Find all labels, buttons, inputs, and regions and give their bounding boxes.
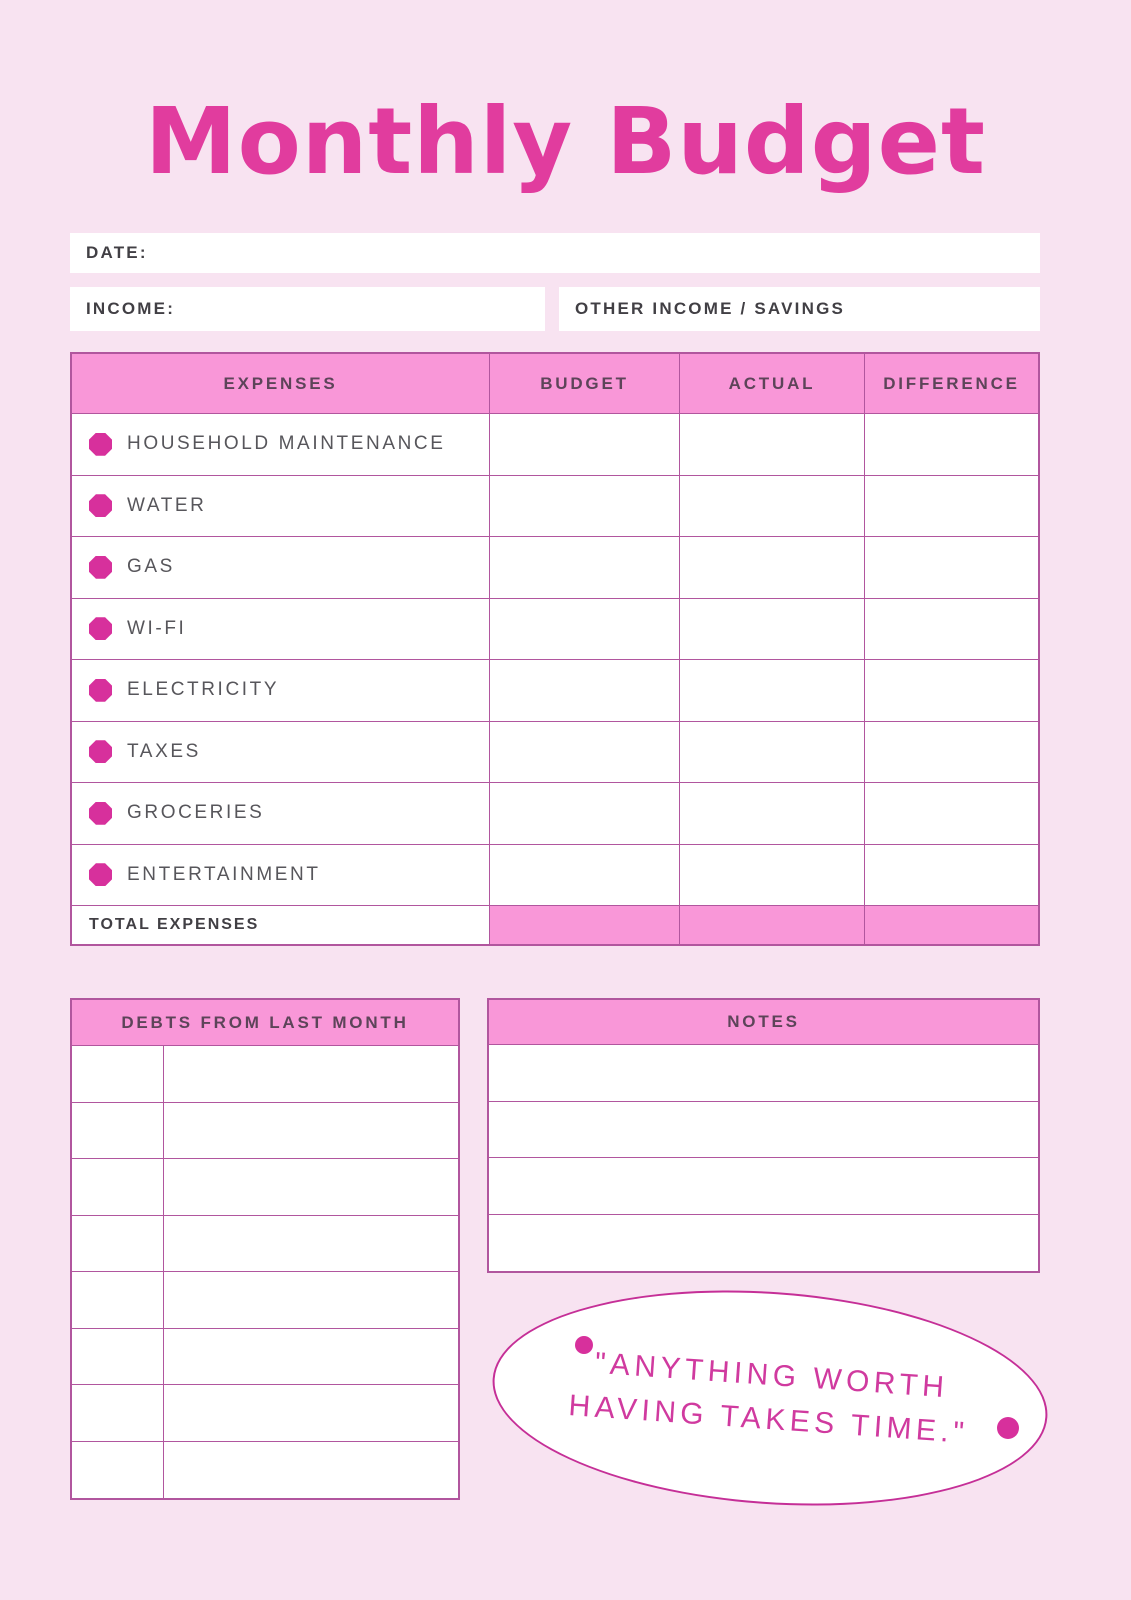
octagon-bullet-icon (89, 617, 112, 640)
quote-dot-left-icon (575, 1336, 593, 1354)
difference-cell[interactable] (865, 537, 1038, 599)
budget-cell[interactable] (490, 537, 680, 599)
total-expenses-label: TOTAL EXPENSES (72, 906, 490, 944)
expense-row-label (72, 414, 490, 476)
debt-amount-cell[interactable] (72, 1329, 164, 1386)
debt-description-cell[interactable] (164, 1385, 458, 1442)
notes-section (487, 998, 1040, 1273)
actual-cell[interactable] (680, 414, 865, 476)
notes-title: NOTES (489, 1000, 1038, 1045)
budget-cell[interactable] (490, 599, 680, 661)
debt-amount-cell[interactable] (72, 1442, 164, 1499)
actual-cell[interactable] (680, 476, 865, 538)
expense-name: WATER (127, 494, 207, 516)
budget-cell[interactable] (490, 414, 680, 476)
debt-amount-cell[interactable] (72, 1159, 164, 1216)
difference-cell[interactable] (865, 783, 1038, 845)
budget-cell[interactable] (490, 783, 680, 845)
actual-cell[interactable] (680, 537, 865, 599)
notes-lines (489, 1045, 1038, 1271)
page-title: Monthly Budget (145, 88, 986, 195)
quote-dot-right-icon (997, 1417, 1019, 1439)
budget-cell[interactable] (490, 660, 680, 722)
expense-name: TAXES (127, 740, 201, 762)
difference-cell[interactable] (865, 660, 1038, 722)
budget-column-header: BUDGET (490, 354, 680, 414)
quote-line-1: "ANYTHING WORTH (593, 1346, 950, 1405)
expense-row-label (72, 845, 490, 907)
debt-amount-cell[interactable] (72, 1216, 164, 1273)
budget-cell[interactable] (490, 845, 680, 907)
difference-cell[interactable] (865, 599, 1038, 661)
expense-row-label (72, 476, 490, 538)
debt-description-cell[interactable] (164, 1103, 458, 1160)
debt-description-cell[interactable] (164, 1272, 458, 1329)
debt-description-cell[interactable] (164, 1329, 458, 1386)
debts-grid (72, 1046, 458, 1498)
expense-name: ENTERTAINMENT (127, 863, 321, 885)
expense-name: WI-FI (127, 617, 187, 639)
expense-row-label (72, 660, 490, 722)
debts-table-title: DEBTS FROM LAST MONTH (72, 1000, 458, 1046)
debt-amount-cell[interactable] (72, 1046, 164, 1103)
note-line[interactable] (489, 1158, 1038, 1215)
actual-cell[interactable] (680, 722, 865, 784)
note-line[interactable] (489, 1045, 1038, 1102)
expenses-table (70, 352, 1040, 946)
expenses-column-header: EXPENSES (72, 354, 490, 414)
actual-cell[interactable] (680, 845, 865, 907)
income-field[interactable] (70, 287, 545, 331)
expense-row-label (72, 722, 490, 784)
expense-row-label (72, 599, 490, 661)
date-field[interactable] (70, 233, 1040, 273)
total-actual-cell[interactable] (680, 906, 865, 944)
difference-column-header: DIFFERENCE (865, 354, 1038, 414)
actual-cell[interactable] (680, 599, 865, 661)
octagon-bullet-icon (89, 863, 112, 886)
expense-name: ELECTRICITY (127, 679, 280, 701)
debt-description-cell[interactable] (164, 1046, 458, 1103)
actual-cell[interactable] (680, 783, 865, 845)
octagon-bullet-icon (89, 494, 112, 517)
budget-cell[interactable] (490, 722, 680, 784)
expense-name: GAS (127, 556, 175, 578)
note-line[interactable] (489, 1215, 1038, 1272)
octagon-bullet-icon (89, 740, 112, 763)
difference-cell[interactable] (865, 476, 1038, 538)
difference-cell[interactable] (865, 845, 1038, 907)
expense-name: GROCERIES (127, 802, 265, 824)
octagon-bullet-icon (89, 802, 112, 825)
quote-bubble (485, 1273, 1054, 1523)
debts-table (70, 998, 460, 1500)
total-difference-cell[interactable] (865, 906, 1038, 944)
total-budget-cell[interactable] (490, 906, 680, 944)
quote-line-2: HAVING TAKES TIME." (567, 1389, 970, 1450)
expense-row-label (72, 783, 490, 845)
income-label: INCOME: (86, 299, 176, 318)
difference-cell[interactable] (865, 722, 1038, 784)
octagon-bullet-icon (89, 556, 112, 579)
date-label: DATE: (86, 243, 148, 262)
debt-description-cell[interactable] (164, 1216, 458, 1273)
other-income-label: OTHER INCOME / SAVINGS (575, 299, 846, 318)
debt-description-cell[interactable] (164, 1442, 458, 1499)
actual-column-header: ACTUAL (680, 354, 865, 414)
debt-description-cell[interactable] (164, 1159, 458, 1216)
difference-cell[interactable] (865, 414, 1038, 476)
expense-row-label (72, 537, 490, 599)
other-income-field[interactable] (559, 287, 1040, 331)
actual-cell[interactable] (680, 660, 865, 722)
expense-name: HOUSEHOLD MAINTENANCE (127, 433, 446, 455)
debt-amount-cell[interactable] (72, 1103, 164, 1160)
octagon-bullet-icon (89, 679, 112, 702)
debt-amount-cell[interactable] (72, 1385, 164, 1442)
note-line[interactable] (489, 1102, 1038, 1159)
octagon-bullet-icon (89, 433, 112, 456)
debt-amount-cell[interactable] (72, 1272, 164, 1329)
budget-cell[interactable] (490, 476, 680, 538)
